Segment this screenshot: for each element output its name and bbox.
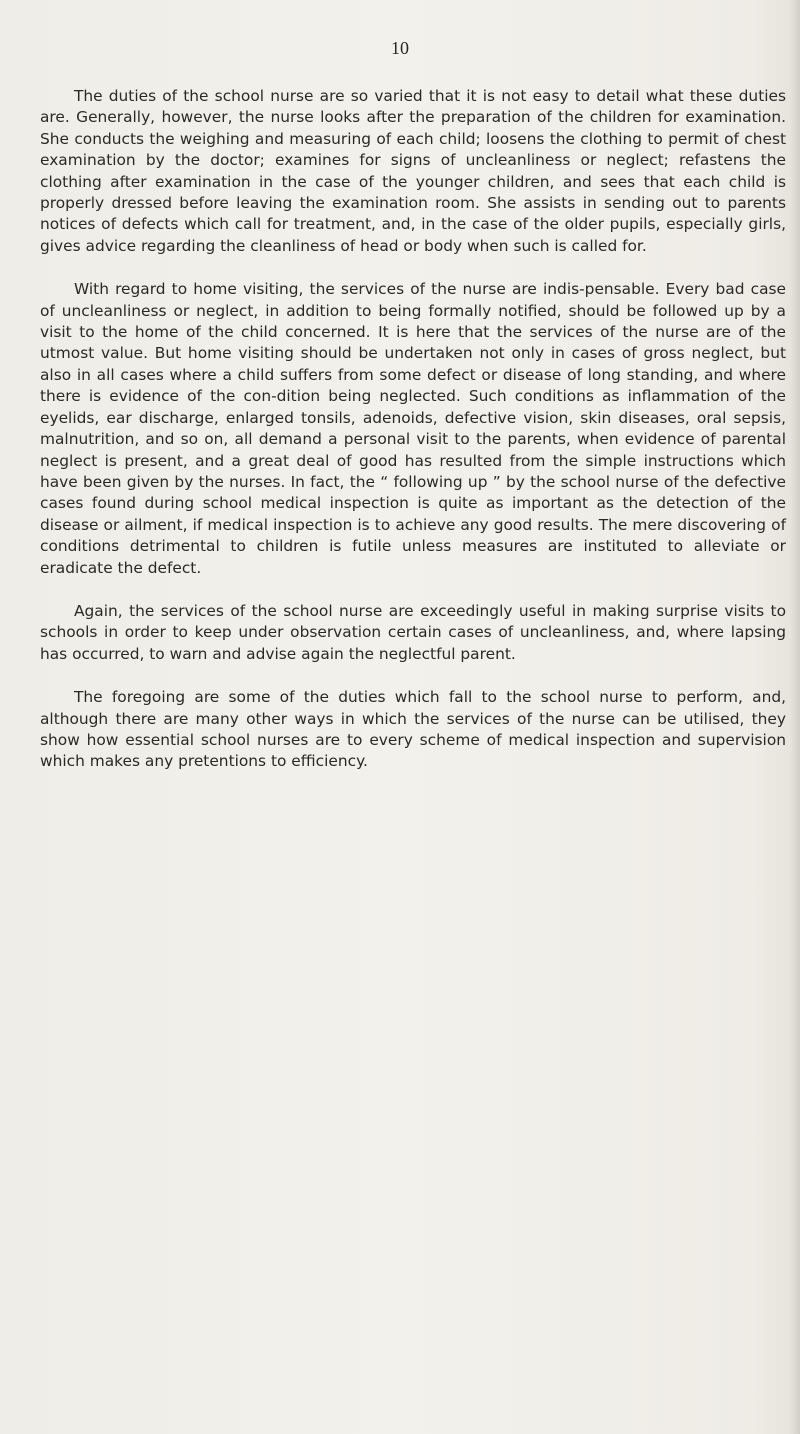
page-number: 10 [391,38,409,58]
paragraph-home-visiting: With regard to home visiting, the services of the nurse are indis-pensable. Every bad case of uncleanliness or neglect, in addition to being formally notified, should be followed up by a visit to the home of the child concerned. It is here that the services of the nurse are of the utmost value. But home visiting should be undertaken not only in cases of gross neglect, but also in all cases where a child suffers from some defect or disease of long standing, and where there is evidence of the con-dition being neglected. Such conditions as inflammation of the eyelids, ear discharge, enlarged tonsils, adenoids, defective vision, skin diseases, oral sepsis, malnutrition, and so on, all demand a personal visit to the parents, when evidence of parental neglect is present, and a great deal of good has resulted from the simple instructions which have been given by the nurses. In fact, the “ following up ” by the school nurse of the defective cases found during school medical inspection is quite as important as the detection of the disease or ailment, if medical inspection is to achieve any good results. The mere discovering of conditions detrimental to children is futile unless measures are instituted to alleviate or eradicate the defect. [40,280,786,577]
paragraph-surprise-visits: Again, the services of the school nurse are exceedingly useful in making surprise visits to schools in order to keep under observation certain cases of uncleanliness, and, where lapsing has occurred, to warn and advise again the neglectful parent. [40,601,786,663]
body-text [40,86,786,795]
paragraph-conclusion: The foregoing are some of the duties which fall to the school nurse to perform, and, although there are many other ways in which the services of the nurse can be utilised, they show how essential school nurses are to every scheme of medical inspection and supervision which makes any pretentions to efficiency. [40,688,786,771]
page-edge-shadow [790,0,800,1434]
paragraph-duties: The duties of the school nurse are so varied that it is not easy to detail what these duties are. Generally, however, the nurse looks after the preparation of the children for examination. She conducts the weighing and measuring of each child; loosens the clothing to permit of chest examination by the doctor; examines for signs of uncleanliness or neglect; refastens the clothing after examination in the case of the younger children, and sees that each child is properly dressed before leaving the examination room. She assists in sending out to parents notices of defects which call for treatment, and, in the case of the older pupils, especially girls, gives advice regarding the cleanliness of head or body when such is called for. [40,87,786,255]
